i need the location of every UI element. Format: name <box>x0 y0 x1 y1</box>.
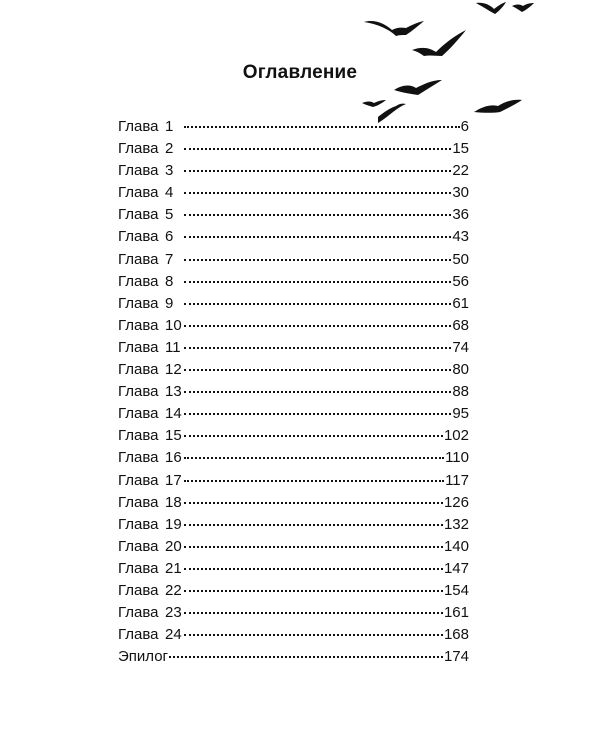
toc-entry-number: 20 <box>165 537 182 555</box>
bird-icon <box>512 3 534 12</box>
toc-entry-label: Глава <box>118 471 159 489</box>
toc-entry-page: 117 <box>445 471 469 489</box>
toc-entry <box>118 381 469 403</box>
bird-icon <box>364 21 424 36</box>
toc-entry-page: 43 <box>452 228 469 246</box>
toc-entry-number: 21 <box>165 559 182 577</box>
toc-entry-label: Глава <box>118 515 159 533</box>
toc-entry <box>118 116 469 138</box>
toc-entry <box>118 536 469 558</box>
toc-entry <box>118 624 469 646</box>
toc-entry <box>118 492 469 514</box>
dot-leader <box>169 656 443 658</box>
toc-entry <box>118 182 469 204</box>
toc-entry <box>118 249 469 271</box>
toc-entry-label: Глава <box>118 626 159 644</box>
toc-entry-label: Глава <box>118 338 159 356</box>
toc-entry-page: 61 <box>452 294 469 312</box>
toc-entry-page: 80 <box>452 361 469 379</box>
dot-leader <box>184 236 451 238</box>
toc-entry-page: 110 <box>445 449 469 467</box>
toc-entry-page: 15 <box>452 140 469 158</box>
toc-entry-label: Глава <box>118 361 159 379</box>
toc-entry-page: 161 <box>443 604 469 622</box>
dot-leader <box>184 413 451 415</box>
toc-entry-label: Глава <box>118 405 159 423</box>
toc-entry-label: Глава <box>118 250 159 268</box>
toc-entry-number: 17 <box>165 471 182 489</box>
toc-entry-label: Глава <box>118 581 159 599</box>
dot-leader <box>184 524 443 526</box>
toc-entry-number: 18 <box>165 493 182 511</box>
toc-entry-label: Глава <box>118 294 159 312</box>
toc-entry <box>118 580 469 602</box>
toc-entry <box>118 160 469 182</box>
toc-title: Оглавление <box>242 62 358 83</box>
toc-entry-page: 74 <box>452 338 469 356</box>
toc-entry-page: 126 <box>443 493 469 511</box>
dot-leader <box>184 259 451 261</box>
bird-icon <box>474 100 522 113</box>
toc-entry <box>118 359 469 381</box>
toc-entry <box>118 470 469 492</box>
toc-entry-number: 13 <box>165 383 182 401</box>
toc-entry-number: 12 <box>165 361 182 379</box>
toc-list <box>118 116 469 668</box>
dot-leader <box>184 480 444 482</box>
dot-leader <box>184 457 444 459</box>
toc-entry-page: 68 <box>452 316 469 334</box>
toc-entry <box>118 558 469 580</box>
toc-entry-page: 102 <box>443 427 469 445</box>
dot-leader <box>184 369 451 371</box>
toc-entry-label: Глава <box>118 449 159 467</box>
dot-leader <box>184 126 460 128</box>
dot-leader <box>184 612 443 614</box>
toc-entry <box>118 293 469 315</box>
toc-entry-number: 8 <box>165 272 174 290</box>
dot-leader <box>184 502 443 504</box>
toc-entry-number: 11 <box>165 338 181 356</box>
toc-entry-label: Глава <box>118 272 159 290</box>
toc-entry-number: 7 <box>165 250 174 268</box>
toc-entry-page: 174 <box>443 648 469 666</box>
toc-entry-page: 88 <box>452 383 469 401</box>
dot-leader <box>184 170 451 172</box>
toc-entry-page: 140 <box>443 537 469 555</box>
toc-entry-number: 9 <box>165 294 174 312</box>
toc-entry <box>118 447 469 469</box>
dot-leader <box>184 634 443 636</box>
toc-entry-page: 168 <box>443 626 469 644</box>
toc-entry-page: 30 <box>452 184 469 202</box>
toc-entry-number: 2 <box>165 140 174 158</box>
toc-entry-label: Глава <box>118 559 159 577</box>
toc-entry-label: Глава <box>118 162 159 180</box>
bird-icon <box>362 100 386 107</box>
toc-entry <box>118 602 469 624</box>
toc-entry-label: Глава <box>118 383 159 401</box>
dot-leader <box>184 347 451 349</box>
bird-icon <box>476 2 506 14</box>
toc-entry-number: 22 <box>165 581 182 599</box>
dot-leader <box>184 546 443 548</box>
toc-entry-label: Эпилог <box>118 648 169 666</box>
toc-entry-page: 50 <box>452 250 469 268</box>
toc-entry-number: 14 <box>165 405 182 423</box>
toc-entry-number: 1 <box>165 118 174 135</box>
toc-entry-label: Глава <box>118 316 159 334</box>
toc-entry-page: 95 <box>452 405 469 423</box>
toc-entry-number: 5 <box>165 206 174 224</box>
dot-leader <box>184 214 451 216</box>
dot-leader <box>184 281 451 283</box>
toc-entry <box>118 514 469 536</box>
dot-leader <box>184 391 451 393</box>
toc-entry-number: 19 <box>165 515 182 533</box>
toc-entry-number: 15 <box>165 427 182 445</box>
toc-entry-page: 132 <box>443 515 469 533</box>
dot-leader <box>184 590 443 592</box>
toc-entry-page: 147 <box>443 559 469 577</box>
dot-leader <box>184 435 443 437</box>
toc-entry-label: Глава <box>118 427 159 445</box>
toc-entry-number: 23 <box>165 604 182 622</box>
toc-entry-page: 36 <box>452 206 469 224</box>
toc-entry <box>118 271 469 293</box>
dot-leader <box>184 325 451 327</box>
toc-entry <box>118 337 469 359</box>
bird-icon <box>412 30 466 56</box>
toc-entry-label: Глава <box>118 118 159 135</box>
toc-entry <box>118 403 469 425</box>
toc-entry <box>118 425 469 447</box>
toc-entry <box>118 315 469 337</box>
toc-entry <box>118 226 469 248</box>
dot-leader <box>184 148 451 150</box>
toc-entry-label: Глава <box>118 228 159 246</box>
toc-entry-number: 24 <box>165 626 182 644</box>
toc-entry-page: 154 <box>443 581 469 599</box>
toc-entry-number: 3 <box>165 162 174 180</box>
toc-entry-number: 16 <box>165 449 182 467</box>
toc-entry-page: 56 <box>452 272 469 290</box>
toc-entry-label: Глава <box>118 140 159 158</box>
toc-entry-page: 6 <box>460 118 469 135</box>
toc-entry-number: 10 <box>165 316 182 334</box>
toc-entry-label: Глава <box>118 184 159 202</box>
toc-entry-label: Глава <box>118 493 159 511</box>
toc-entry-label: Глава <box>118 537 159 555</box>
dot-leader <box>184 192 451 194</box>
dot-leader <box>184 303 451 305</box>
toc-entry-page: 22 <box>452 162 469 180</box>
toc-entry <box>118 646 469 668</box>
toc-entry-number: 4 <box>165 184 174 202</box>
toc-entry-number: 6 <box>165 228 174 246</box>
toc-entry <box>118 138 469 160</box>
toc-entry-label: Глава <box>118 206 159 224</box>
toc-entry-label: Глава <box>118 604 159 622</box>
dot-leader <box>184 568 443 570</box>
toc-entry <box>118 204 469 226</box>
